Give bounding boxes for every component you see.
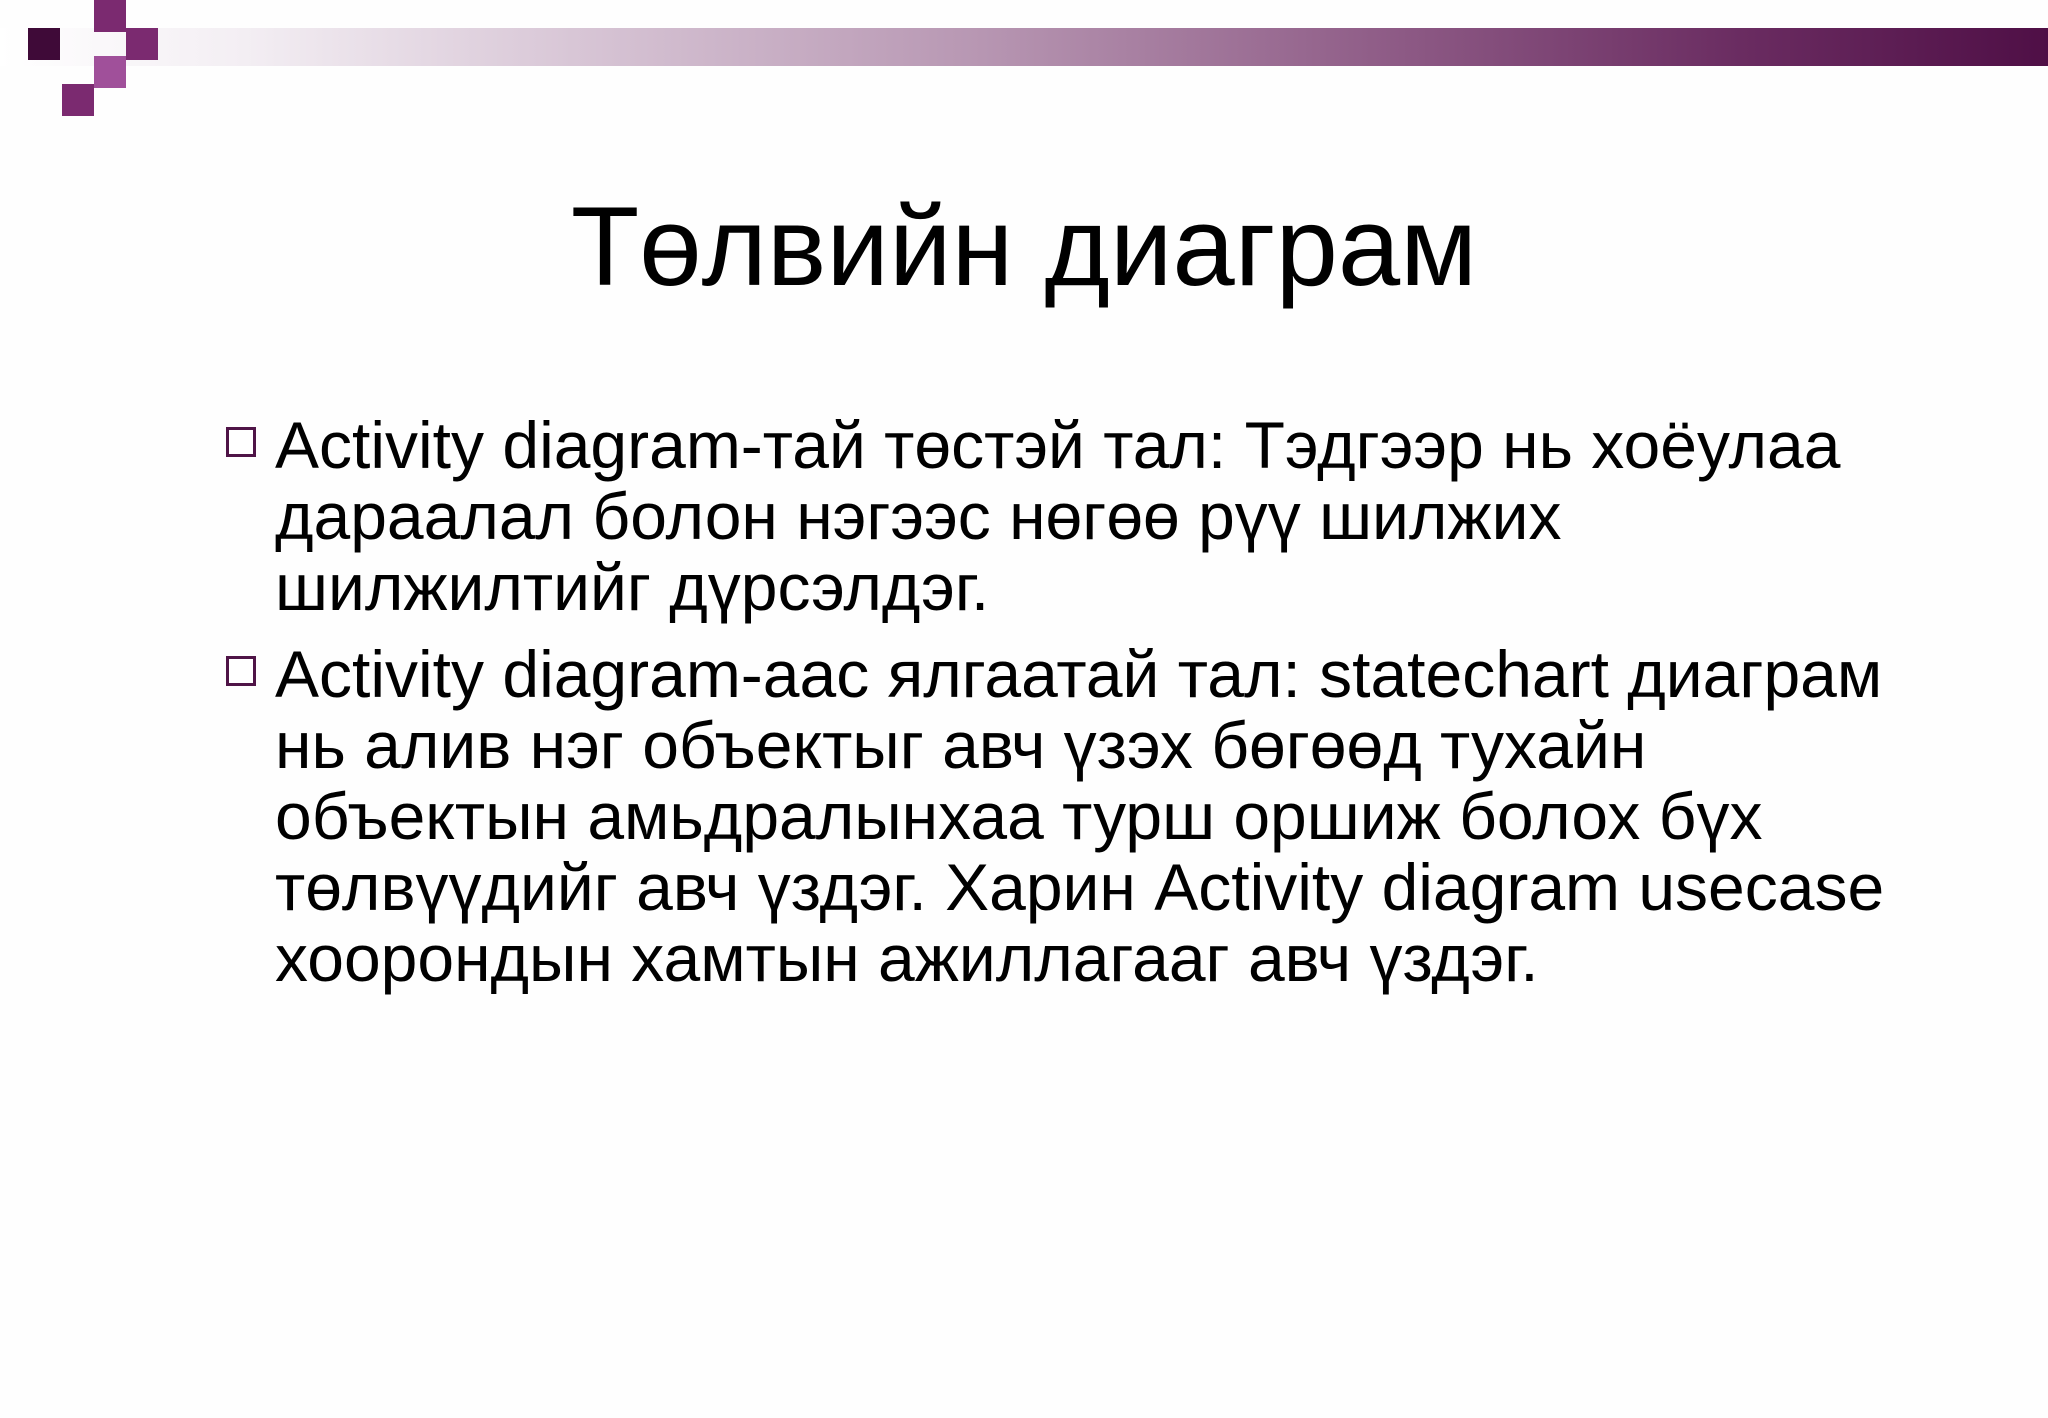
slide-title: Төлвийн диаграм [570, 184, 1478, 309]
deco-square [94, 0, 126, 32]
deco-square [94, 56, 126, 88]
square-bullet-icon [226, 656, 256, 686]
deco-square [28, 28, 60, 60]
bullet-text: Activity diagram-аас ялгаатай тал: statechart диаграм нь алив нэг объектыг авч үзэх бөгөөд тухайн объектын амьдралынхаа турш оршиж болох бүх төлвүүдийг авч үздэг. Харин Activity diagram usecase хоорондын хамтын ажиллагааг авч үздэг. [275, 637, 1885, 995]
bullet-list [220, 410, 1940, 1010]
deco-square [126, 28, 158, 60]
corner-squares-decoration [0, 0, 160, 120]
bullet-text: Activity diagram-тай төстэй тал: Тэдгээр нь хоёулаа дараалал болон нэгээс нөгөө рүү шилжих шилжилтийг дүрсэлдэг. [275, 408, 1841, 624]
header-gradient-bar [0, 28, 2048, 66]
square-bullet-icon [226, 427, 256, 457]
deco-square [62, 84, 94, 116]
bullet-item [220, 639, 1940, 994]
bullet-item [220, 410, 1940, 623]
